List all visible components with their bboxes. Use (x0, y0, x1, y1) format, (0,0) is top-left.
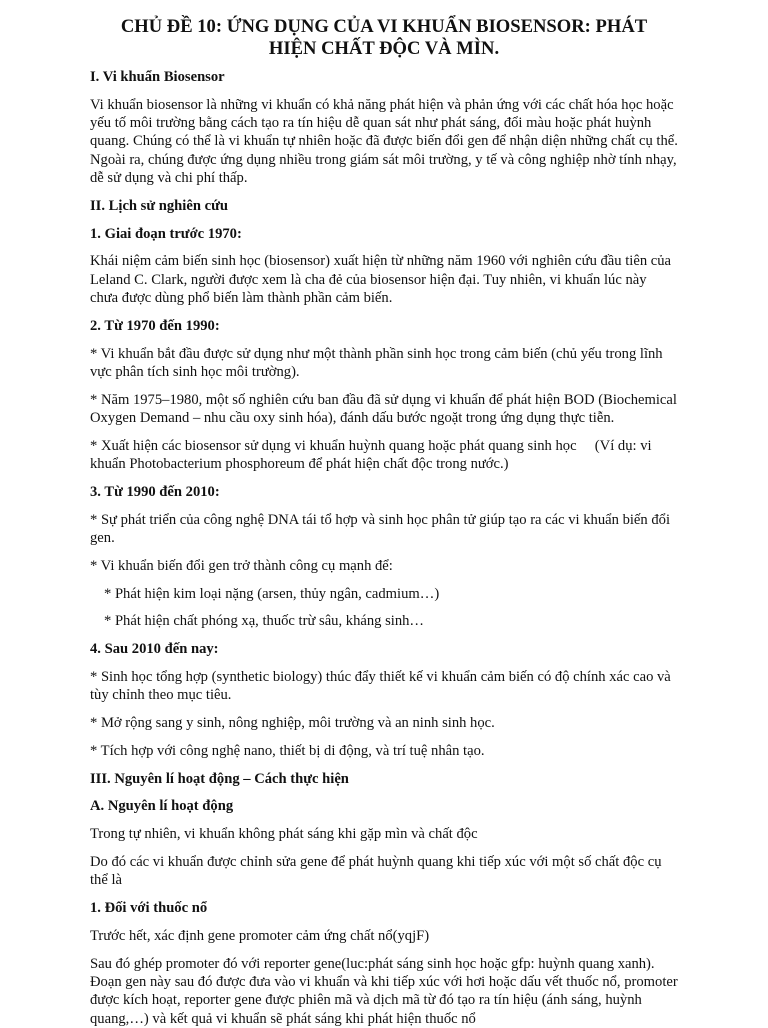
list-item: * Sinh học tổng hợp (synthetic biology) thúc đẩy thiết kế vi khuẩn cảm biến có độ chính xác cao và tùy chỉnh theo mục tiêu. (90, 668, 671, 704)
list-item: * Sự phát triển của công nghệ DNA tái tổ hợp và sinh học phân tử giúp tạo ra các vi khuẩn biến đổi gen. (90, 511, 670, 546)
sub-list-item: * Phát hiện kim loại nặng (arsen, thủy ngân, cadmium…) (104, 585, 440, 602)
subheading-before-1970: 1. Giai đoạn trước 1970: (90, 225, 242, 242)
paragraph-before-1970: Khái niệm cảm biến sinh học (biosensor) xuất hiện từ những năm 1960 với nghiên cứu đầu tiên của Leland C. Clark, người được xem là cha đẻ của biosensor hiện đại. Tuy nhiên, vi khuẩn lúc này chưa được dùng phổ biến làm thành phần cảm biến. (90, 253, 672, 306)
section-heading-biosensor: I. Vi khuẩn Biosensor (90, 69, 225, 85)
subheading-1990-2010: 3. Từ 1990 đến 2010: (90, 483, 220, 500)
section-heading-history: II. Lịch sử nghiên cứu (90, 197, 228, 214)
paragraph-principle-nature: Trong tự nhiên, vi khuẩn không phát sáng khi gặp mìn và chất độc (90, 826, 478, 843)
list-item: * Mở rộng sang y sinh, nông nghiệp, môi trường và an ninh sinh học. (90, 715, 495, 732)
paragraph-biosensor-definition: Vi khuẩn biosensor là những vi khuẩn có khả năng phát hiện và phản ứng với các chất hóa học hoặc yếu tố môi trường bằng cách tạo ra tín hiệu dễ quan sát như phát sáng, đổi màu hoặc phát huỳnh quang. Chúng có thể là vi khuẩn tự nhiên hoặc đã được biến đổi gen để nhận diện những chất cụ thể. Ngoài ra, chúng được ứng dụng nhiều trong giám sát môi trường, y tế và công nghiệp nhờ tính nhạy, dễ sử dụng và chi phí thấp. (90, 96, 678, 186)
subheading-1970-1990: 2. Từ 1970 đến 1990: (90, 317, 220, 334)
paragraph-explosives-reporter: Sau đó ghép promoter đó với reporter gene(luc:phát sáng sinh học hoặc gfp: huỳnh quang xanh). Đoạn gen này sau đó được đưa vào vi khuẩn và khi tiếp xúc với hơi hoặc dấu vết thuốc nổ, promoter được kích hoạt, reporter gene được phiên mã và dịch mã từ đó tạo ra tín hiệu (ánh sáng, huỳnh quang,…) và kết quả vi khuẩn sẽ phát sáng khi phát hiện thuốc nổ (90, 955, 678, 1027)
paragraph-explosives-promoter: Trước hết, xác định gene promoter cảm ứng chất nổ(yqjF) (90, 927, 430, 944)
list-item: * Xuất hiện các biosensor sử dụng vi khuẩn huỳnh quang hoặc phát quang sinh học (Ví dụ: vi khuẩn Photobacterium phosphoreum để phát hiện chất độc trong nước.) (90, 437, 656, 473)
list-item: * Tích hợp với công nghệ nano, thiết bị di động, và trí tuệ nhân tạo. (90, 742, 485, 759)
paragraph-principle-modification: Do đó các vi khuẩn được chỉnh sửa gene để phát huỳnh quang khi tiếp xúc với một số chất độc cụ thể là (90, 854, 662, 889)
subheading-principle-a: A. Nguyên lí hoạt động (90, 798, 234, 815)
sub-list-item: * Phát hiện chất phóng xạ, thuốc trừ sâu, kháng sinh… (104, 613, 425, 630)
list-item: * Vi khuẩn bắt đầu được sử dụng như một thành phần sinh học trong cảm biến (chủ yếu trong lĩnh vực phân tích sinh học môi trường). (90, 345, 663, 380)
section-heading-principle: III. Nguyên lí hoạt động – Cách thực hiện (90, 770, 349, 787)
page-title: CHỦ ĐỀ 10: ỨNG DỤNG CỦA VI KHUẨN BIOSENSOR: PHÁT HIỆN CHẤT ĐỘC VÀ MÌN. (120, 16, 648, 59)
subheading-after-2010: 4. Sau 2010 đến nay: (90, 641, 219, 658)
subheading-explosives: 1. Đối với thuốc nổ (90, 900, 208, 917)
list-item: * Năm 1975–1980, một số nghiên cứu ban đầu đã sử dụng vi khuẩn để phát hiện BOD (Biochemical Oxygen Demand – nhu cầu oxy sinh hóa), đánh dấu bước ngoặt trong ứng dụng thực tiễn. (90, 391, 677, 426)
list-item: * Vi khuẩn biến đổi gen trở thành công cụ mạnh để: (90, 557, 393, 574)
